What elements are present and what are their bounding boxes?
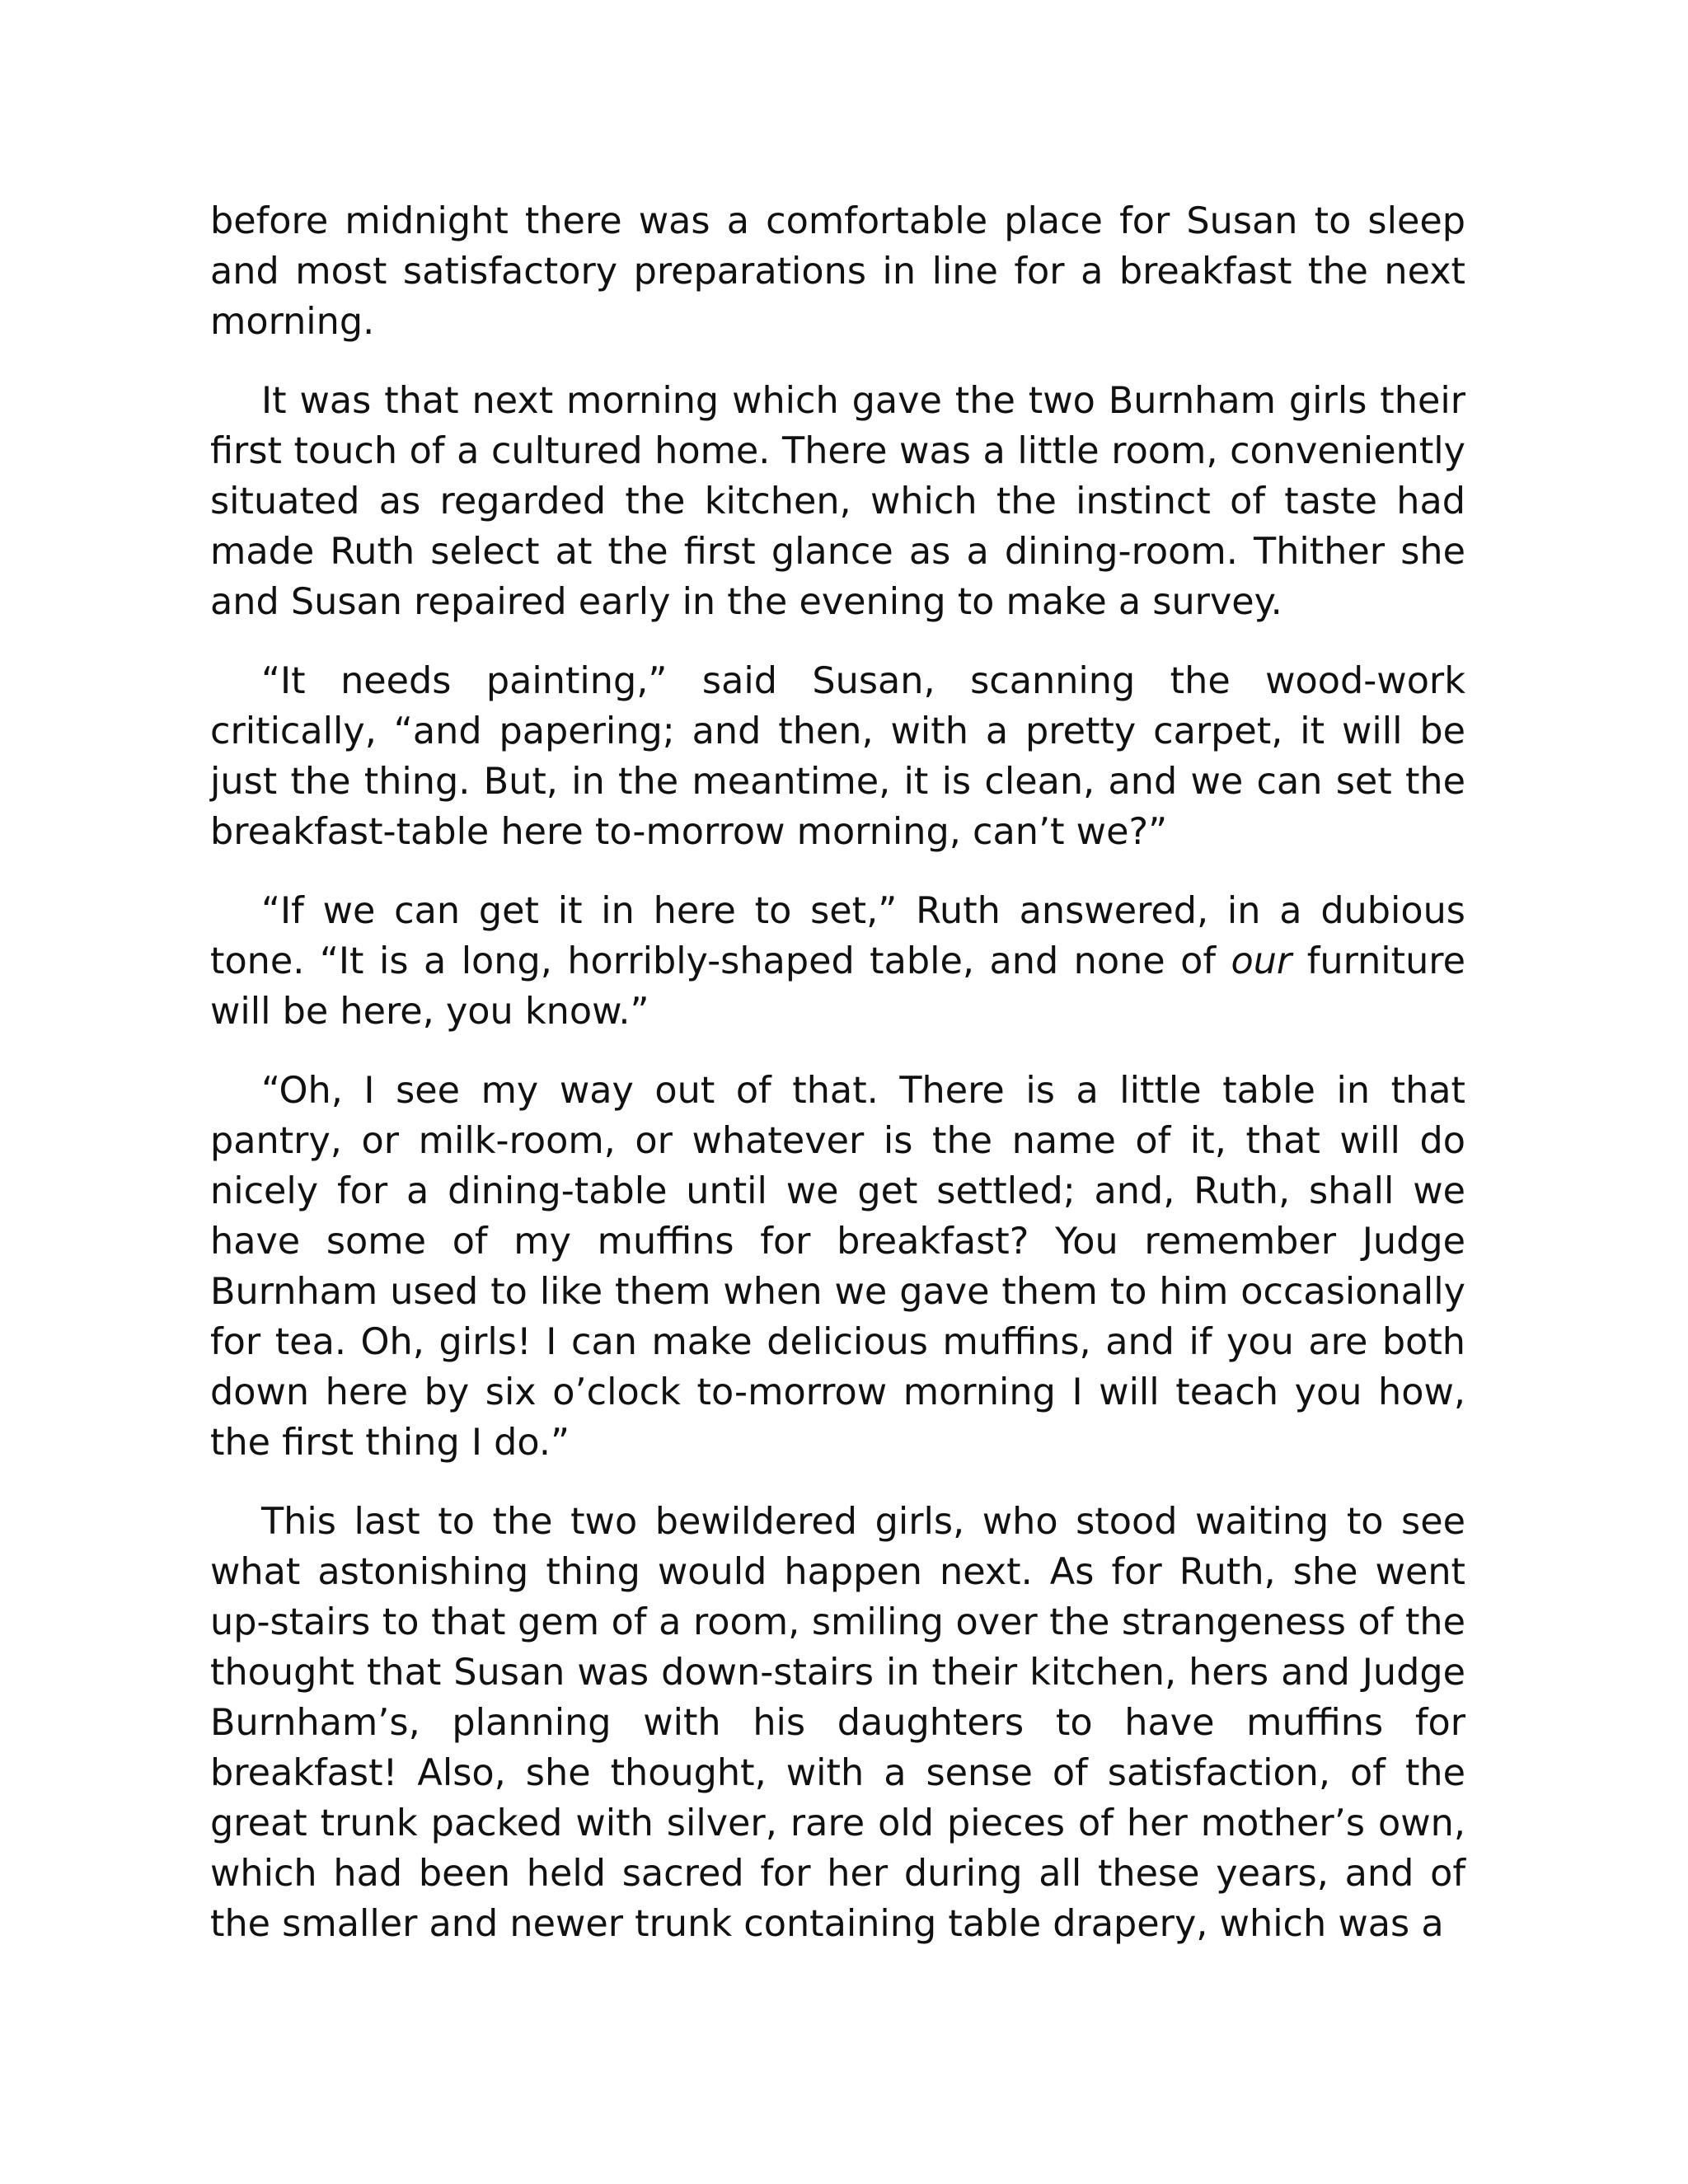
- paragraph-next-morning: It was that next morning which gave the two Burnham girls their first touch of a cultured home. There was a little room, conveniently situated as regarded the kitchen, which the instinct of taste had made Ruth select at the first glance as a dining-room. Thither she and Susan repaired early in the evening to make a survey.: [210, 380, 1465, 623]
- paragraph-ruth-answer-before: “If we can get it in here to set,” Ruth answered, in a dubious tone. “It is a long, horribly-shaped table, and none of: [210, 890, 1465, 982]
- paragraph-continued: before midnight there was a comfortable place for Susan to sleep and most satisfactory preparations in line for a breakfast the next morning.: [210, 200, 1465, 343]
- paragraph-susan-painting: “It needs painting,” said Susan, scanning the wood-work critically, “and papering; and then, with a pretty carpet, it will be just the thing. But, in the meantime, it is clean, and we can set the breakfast-table here to-morrow morning, can’t we?”: [210, 660, 1465, 853]
- paragraph-ruth-upstairs: This last to the two bewildered girls, who stood waiting to see what astonishing thing would happen next. As for Ruth, she went up-stairs to that gem of a room, smiling over the strangeness of the thought that Susan was down-stairs in their kitchen, hers and Judge Burnham’s, planning with his daughters to have muffins for breakfast! Also, she thought, with a sense of satisfaction, of the great trunk packed with silver, rare old pieces of her mother’s own, which had been held sacred for her during all these years, and of the smaller and newer trunk containing table drapery, which was a: [210, 1501, 1465, 1945]
- paragraph-ruth-answer-after: furniture will be here, you know.”: [210, 940, 1465, 1033]
- page-text: [210, 196, 1465, 1949]
- paragraph-susan-muffins: “Oh, I see my way out of that. There is a little table in that pantry, or milk-room, or whatever is the name of it, that will do nicely for a dining-table until we get settled; and, Ruth, shall we have some of my muffins for breakfast? You remember Judge Burnham used to like them when we gave them to him occasionally for tea. Oh, girls! I can make delicious muffins, and if you are both down here by six o’clock to-morrow morning I will teach you how, the first thing I do.”: [210, 1070, 1465, 1464]
- emphasis-our: our: [1231, 940, 1292, 982]
- paragraph-ruth-answer: [210, 886, 1465, 1037]
